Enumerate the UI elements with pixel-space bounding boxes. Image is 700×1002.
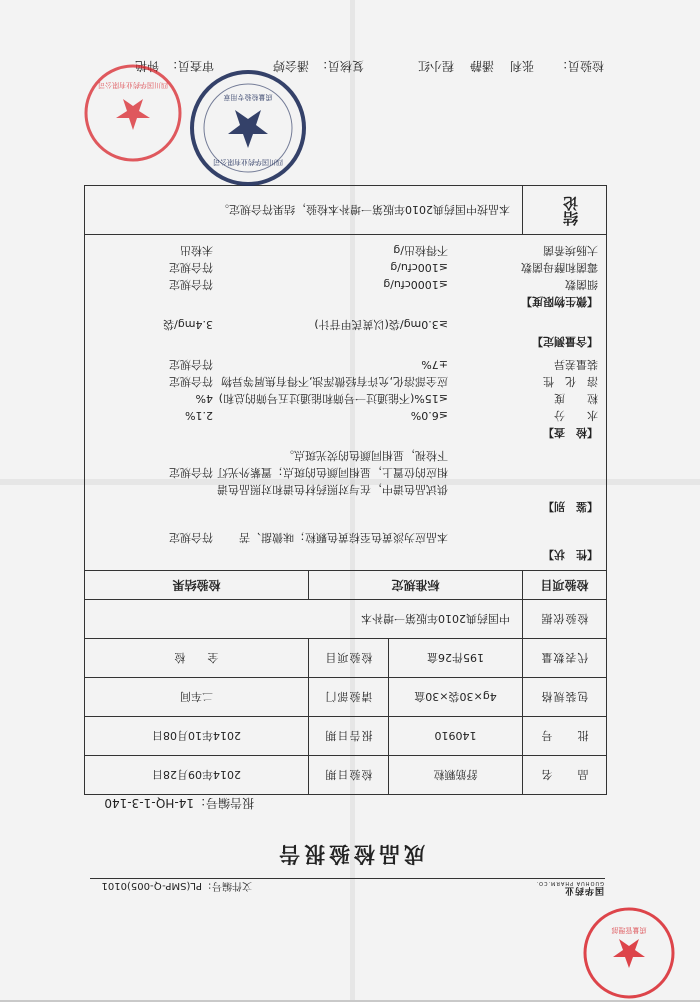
inspection-item: 装量差异 — [554, 358, 598, 371]
assay-row — [93, 317, 598, 332]
qa-stamp-dark — [185, 65, 310, 190]
microbial-item: 大肠埃希菌 — [543, 244, 598, 257]
company-stamp — [580, 904, 678, 1002]
section-inspection-label: 【检 查】 — [543, 426, 598, 439]
microbial-item: 霉菌和酵母菌数 — [521, 261, 598, 274]
results-body — [85, 235, 607, 571]
qa-stamp-sub: 质量检验专用章 — [223, 93, 273, 101]
inspection-result: 4% — [195, 392, 213, 405]
inspection-row — [93, 374, 598, 389]
section-assay-label: 【含量测定】 — [532, 335, 598, 348]
inspector3-signature: 程小红 — [417, 59, 454, 73]
inspection-result: 符合规定 — [169, 358, 213, 371]
microbial-result: 未检出 — [180, 244, 213, 257]
conclusion-label: 结 论 — [523, 186, 607, 235]
header-rule — [90, 878, 605, 879]
page-title: 成品检验报告 — [275, 842, 425, 866]
identification-line: 相应的位置上，显相同颜色的斑点；置紫外光灯 — [217, 466, 448, 479]
inspector-label-group: 检验员： — [555, 59, 604, 73]
qa-stamp-text: 四川国华药业有限公司 — [213, 158, 283, 166]
microbial-row — [93, 277, 598, 292]
inspection-item: 溶 化 性 — [543, 375, 598, 388]
microbial-standard: ≤100cfu/g — [390, 261, 448, 274]
assay-result: 3.4mg/袋 — [163, 318, 213, 331]
basic-row — [85, 678, 607, 717]
section-identification-label: 【鉴 别】 — [543, 500, 598, 513]
inspection-standard: ≤15%(不能通过一号筛和能通过五号筛的总和) — [218, 392, 448, 405]
inspection-row — [93, 391, 598, 406]
assay-standard: ≥3.0mg/袋(以黄芪甲苷计) — [314, 318, 448, 331]
inspection-row — [93, 357, 598, 372]
inspector-signature: 张利 — [509, 59, 534, 73]
character-standard: 本品应为淡黄色至棕黄色颗粒；味微甜、苦 — [239, 531, 448, 544]
value-product-name: 舒筋颗粒 — [389, 756, 523, 795]
value-test-basis: 中国药典2010年版第一增补本 — [85, 600, 523, 639]
microbial-result: 符合规定 — [169, 261, 213, 274]
label-batch-no: 批 号 — [523, 717, 607, 756]
section-character-label: 【性 状】 — [543, 548, 598, 561]
label-report-date: 报告日期 — [309, 717, 389, 756]
microbial-standard: ≤1000cfu/g — [383, 278, 448, 291]
checker-signature: 潘会婷 — [272, 59, 309, 73]
conclusion-text: 本品按中国药典2010年版第一增补本检验，结果符合规定。 — [85, 186, 523, 235]
label-test-items: 检验项目 — [309, 639, 389, 678]
character-result: 符合规定 — [169, 531, 213, 544]
value-batch-no: 140910 — [389, 717, 523, 756]
file-code: 文件编号：PL(SMP-Q-005)0101 — [101, 880, 252, 891]
basic-row — [85, 756, 607, 795]
inspector2-signature: 潘静 — [469, 59, 494, 73]
value-quantity: 195件26盒 — [389, 639, 523, 678]
label-test-basis: 检验依据 — [523, 600, 607, 639]
label-quantity: 代表数量 — [523, 639, 607, 678]
results-body-row — [85, 235, 607, 571]
section-microbial-label: 【微生物限度】 — [521, 295, 598, 308]
identification-result: 符合规定 — [169, 466, 213, 479]
qa-stamp-red — [80, 60, 185, 165]
value-report-date: 2014年10月08日 — [85, 717, 309, 756]
inspection-result: 2.1% — [185, 409, 213, 422]
inspection-standard: ≤6.0% — [410, 409, 448, 422]
inspection-standard: 应全部溶化,允许有轻微浑浊,不得有焦屑等异物 — [221, 375, 448, 388]
reviewer-label-group: 审查员： — [165, 59, 214, 73]
microbial-row — [93, 243, 598, 258]
identification-row — [93, 448, 598, 463]
identification-line: 供试品色谱中，在与对照药材色谱和对照品色谱 — [217, 483, 448, 496]
identification-row — [93, 465, 598, 480]
header-item: 检验项目 — [523, 571, 607, 600]
company-logo-english: GUOHUA PHARM.CO. — [535, 880, 604, 886]
company-logo-text: 国华药业 — [563, 885, 604, 895]
value-test-date: 2014年09月28日 — [85, 756, 309, 795]
microbial-result: 符合规定 — [169, 278, 213, 291]
inspection-row — [93, 408, 598, 423]
report-table — [84, 185, 607, 795]
red-stamp-text: 四川国华药业有限公司 — [98, 81, 168, 89]
character-row — [93, 530, 598, 545]
basic-row — [85, 717, 607, 756]
report-number: 报告编号：14-HQ-1-3-140 — [104, 796, 254, 810]
results-header-row — [85, 571, 607, 600]
inspection-item: 粒 度 — [554, 392, 598, 405]
value-request-dept: 二车间 — [85, 678, 309, 717]
value-test-items: 全 检 — [85, 639, 309, 678]
checker-label-group: 复核员： — [315, 59, 364, 73]
microbial-item: 细菌数 — [565, 278, 598, 291]
label-product-name: 品 名 — [523, 756, 607, 795]
identification-line: 下检视，显相同颜色的荧光斑点。 — [283, 449, 448, 462]
identification-row — [93, 482, 598, 497]
label-request-dept: 请验部门 — [309, 678, 389, 717]
basic-row — [85, 600, 607, 639]
value-package-spec: 4g×30袋×30盒 — [389, 678, 523, 717]
label-package-spec: 包装规格 — [523, 678, 607, 717]
reviewer-signature: 钟艳 — [134, 59, 159, 73]
microbial-row — [93, 260, 598, 275]
header-result: 检验结果 — [85, 571, 309, 600]
inspection-result: 符合规定 — [169, 375, 213, 388]
company-stamp-sub: 质量管理部 — [611, 926, 647, 934]
label-test-date: 检验日期 — [309, 756, 389, 795]
header-standard: 标准规定 — [309, 571, 523, 600]
basic-row — [85, 639, 607, 678]
inspection-item: 水 分 — [554, 409, 598, 422]
microbial-standard: 不得检出/g — [393, 244, 448, 257]
conclusion-row — [85, 186, 607, 235]
inspection-standard: ±7% — [421, 358, 448, 371]
